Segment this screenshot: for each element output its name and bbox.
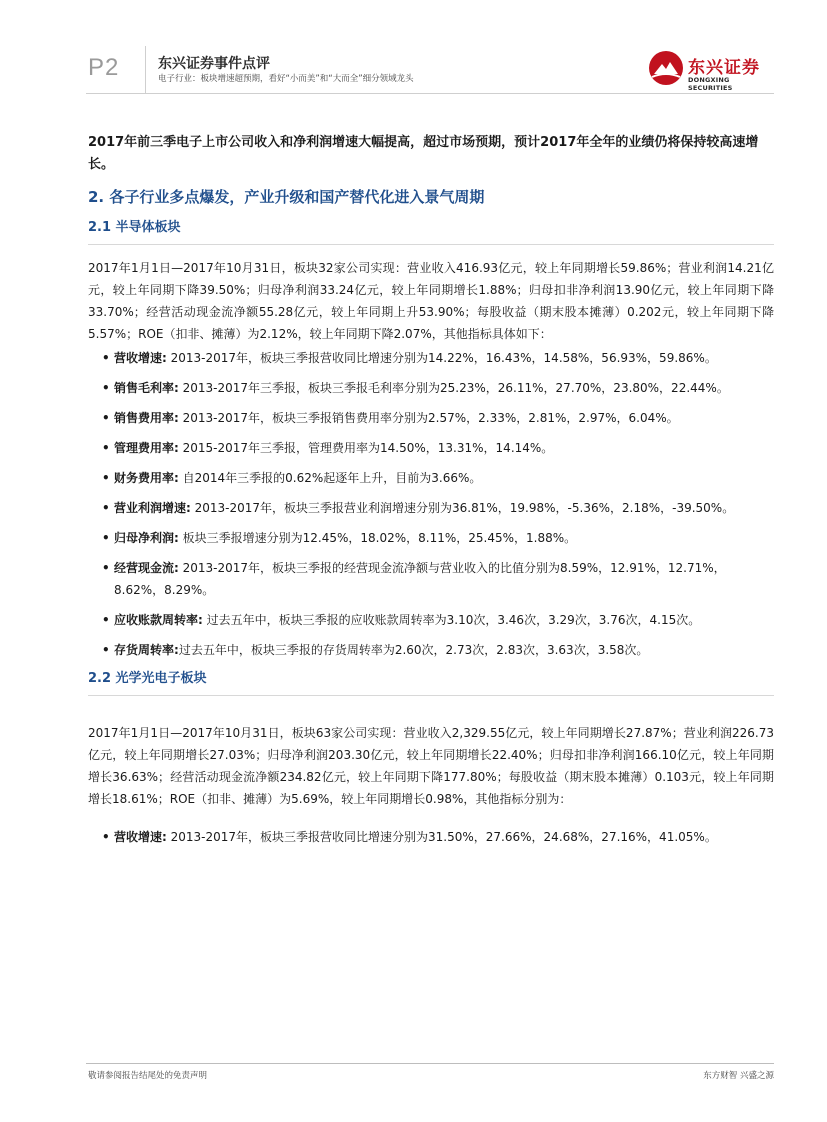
logo-mark-icon — [648, 50, 684, 86]
metric-label: 营收增速: — [114, 351, 167, 365]
disclaimer-note: 敬请参阅报告结尾处的免责声明 — [88, 1071, 208, 1081]
bullet-icon: • — [102, 501, 110, 515]
metric-text: 2013-2017年，板块三季报销售费用率分别为2.57%，2.33%，2.81%，2.97%，6.04%。 — [178, 411, 679, 425]
metric-label: 销售费用率: — [114, 411, 179, 425]
section-2-1-heading: 2.1 半导体板块 — [88, 218, 774, 245]
section-2-2-heading: 2.2 光学光电子板块 — [88, 669, 774, 696]
semiconductor-metrics-list — [88, 347, 774, 661]
list-item — [88, 407, 774, 429]
bullet-icon: • — [102, 830, 110, 844]
metric-text: 2013-2017年，板块三季报营收同比增速分别为14.22%，16.43%，14.58%，56.93%，59.86%。 — [166, 351, 717, 365]
metric-label: 销售毛利率: — [114, 381, 179, 395]
metric-text: 2013-2017年，板块三季报营收同比增速分别为31.50%，27.66%，24.68%，27.16%，41.05%。 — [166, 830, 717, 844]
metric-label: 归母净利润: — [114, 531, 179, 545]
metric-label: 营业利润增速: — [114, 501, 191, 515]
bullet-icon: • — [102, 561, 110, 575]
header-divider — [145, 46, 146, 94]
report-body — [88, 132, 774, 856]
bullet-icon: • — [102, 411, 110, 425]
list-item — [88, 347, 774, 369]
logo-text-en: DONGXING SECURITIES — [688, 76, 733, 92]
list-item — [88, 826, 774, 848]
metric-text: 2015-2017年三季报，管理费用率为14.50%，13.31%，14.14%。 — [178, 441, 554, 455]
bullet-icon: • — [102, 643, 110, 657]
lead-paragraph: 2017年前三季电子上市公司收入和净利润增速大幅提高，超过市场预期，预计2017年全年的业绩仍将保持较高速增长。 — [88, 135, 759, 172]
report-type: 东兴证券事件点评 — [158, 56, 270, 72]
list-item — [88, 377, 774, 399]
optoelectronics-intro: 2017年1月1日—2017年10月31日，板块63家公司实现：营业收入2,329.55亿元，较上年同期增长27.87%；营业利润226.73亿元，较上年同期增长27.03%；归母净利润203.30亿元，较上年同期增长22.40%；归母扣非净利润166.10亿元，较上年同期增长36.63%；经营活动现金流净额234.82亿元，较上年同期下降177.80%；每股收益（期末股本摊薄）0.103元，较上年同期增长18.61%；ROE（扣非、摊薄）为5.69%，较上年同期增长0.98%，其他指标分别为： — [88, 726, 774, 806]
list-item — [88, 609, 774, 631]
metric-label: 财务费用率: — [114, 471, 179, 485]
logo-text-cn: 东兴证券 — [688, 58, 760, 78]
section-2-heading: 2. 各子行业多点爆发，产业升级和国产替代化进入景气周期 — [88, 188, 485, 206]
metric-label: 应收账款周转率: — [114, 613, 203, 627]
report-subtitle: 电子行业：板块增速超预期，看好“小而美”和“大而全”细分领域龙头 — [158, 74, 414, 84]
metric-label: 存货周转率: — [114, 643, 179, 657]
bullet-icon: • — [102, 441, 110, 455]
metric-label: 管理费用率: — [114, 441, 179, 455]
header-rule — [86, 93, 774, 94]
list-item — [88, 467, 774, 489]
company-slogan: 东方财智 兴盛之源 — [703, 1071, 774, 1081]
bullet-icon: • — [102, 531, 110, 545]
metric-text: 自2014年三季报的0.62%起逐年上升，目前为3.66%。 — [178, 471, 482, 485]
footer-rule — [86, 1063, 774, 1064]
metric-text: 板块三季报增速分别为12.45%，18.02%，8.11%，25.45%，1.88%。 — [178, 531, 577, 545]
list-item — [88, 639, 774, 661]
metric-label: 经营现金流: — [114, 561, 179, 575]
list-item — [88, 527, 774, 549]
bullet-icon: • — [102, 471, 110, 485]
metric-text: 过去五年中，板块三季报的存货周转率为2.60次，2.73次，2.83次，3.63次，3.58次。 — [178, 643, 649, 657]
company-logo — [648, 48, 776, 90]
metric-text: 过去五年中，板块三季报的应收账款周转率为3.10次，3.46次，3.29次，3.76次，4.15次。 — [202, 613, 701, 627]
list-item — [88, 557, 774, 601]
metric-text: 2013-2017年三季报，板块三季报毛利率分别为25.23%，26.11%，27.70%，23.80%，22.44%。 — [178, 381, 729, 395]
bullet-icon: • — [102, 351, 110, 365]
page-number: P2 — [88, 54, 120, 81]
metric-text: 2013-2017年，板块三季报的经营现金流净额与营业收入的比值分别为8.59%，12.91%，12.71%，8.62%，8.29%。 — [114, 561, 726, 597]
metric-label: 营收增速: — [114, 830, 167, 844]
bullet-icon: • — [102, 381, 110, 395]
list-item — [88, 437, 774, 459]
list-item — [88, 497, 774, 519]
optoelectronics-metrics-list — [88, 826, 774, 848]
metric-text: 2013-2017年，板块三季报营业利润增速分别为36.81%，19.98%，-5.36%，2.18%，-39.50%。 — [190, 501, 735, 515]
bullet-icon: • — [102, 613, 110, 627]
semiconductor-intro: 2017年1月1日—2017年10月31日，板块32家公司实现：营业收入416.93亿元，较上年同期增长59.86%；营业利润14.21亿元，较上年同期下降39.50%；归母净利润33.24亿元，较上年同期增长1.88%；归母扣非净利润13.90亿元，较上年同期下降33.70%；经营活动现金流净额55.28亿元，较上年同期上升53.90%；每股收益（期末股本摊薄）0.202元，较上年同期下降5.57%；ROE（扣非、摊薄）为2.12%，较上年同期下降2.07%，其他指标具体如下： — [88, 261, 774, 341]
